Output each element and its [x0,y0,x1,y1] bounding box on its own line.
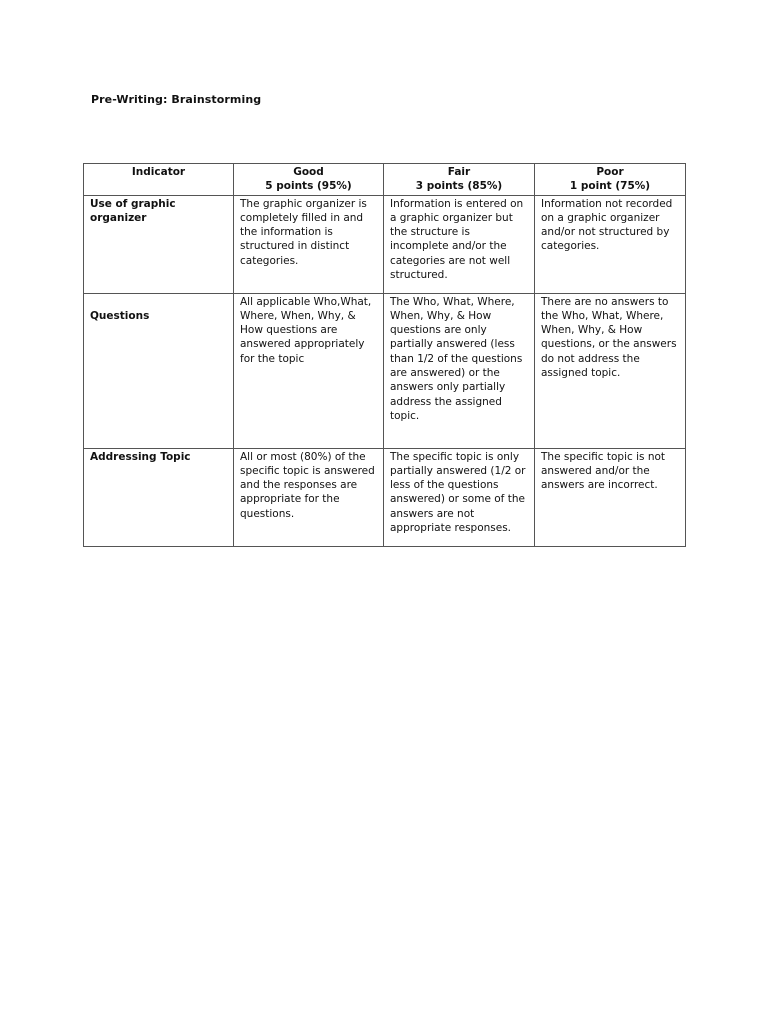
fair-cell: The specific topic is only partially answered (1/2 or less of the questions answered) or some of the answers are not appropriate responses. [384,448,535,546]
rubric-header-row [84,164,686,196]
poor-cell: Information not recorded on a graphic organizer and/or not structured by categories. [535,195,686,293]
header-poor [535,164,686,196]
indicator-cell: Addressing Topic [84,448,234,546]
header-indicator-label: Indicator [131,166,186,178]
good-cell: The graphic organizer is completely filled in and the information is structured in distinct categories. [234,195,384,293]
cell-spacer [90,295,227,309]
page-title: Pre-Writing: Brainstorming [91,93,262,106]
indicator-label: Questions [90,309,150,322]
indicator-cell [84,293,234,448]
fair-cell: The Who, What, Where, When, Why, & How questions are only partially answered (less than 1/2 of the questions are answered) or the answers only partially address the assigned topic. [384,293,535,448]
indicator-cell: Use of graphic organizer [84,195,234,293]
table-row [84,195,686,293]
header-fair-points: 3 points (85%) [415,180,503,193]
table-row [84,293,686,448]
fair-cell: Information is entered on a graphic organizer but the structure is incomplete and/or the categories are not well structured. [384,195,535,293]
header-fair-label: Fair [447,166,471,178]
header-poor-points: 1 point (75%) [569,180,651,193]
poor-cell: There are no answers to the Who, What, Where, When, Why, & How questions, or the answers do not address the assigned topic. [535,293,686,448]
poor-cell: The specific topic is not answered and/or the answers are incorrect. [535,448,686,546]
header-good-points: 5 points (95%) [265,180,352,193]
table-row [84,448,686,546]
good-cell: All applicable Who,What, Where, When, Why, & How questions are answered appropriately for the topic [234,293,384,448]
header-good-label: Good [293,166,324,178]
header-fair [384,164,535,196]
good-cell: All or most (80%) of the specific topic is answered and the responses are appropriate for the questions. [234,448,384,546]
header-poor-label: Poor [596,166,624,178]
header-good [234,164,384,196]
rubric-table [83,163,686,547]
header-indicator [84,164,234,196]
